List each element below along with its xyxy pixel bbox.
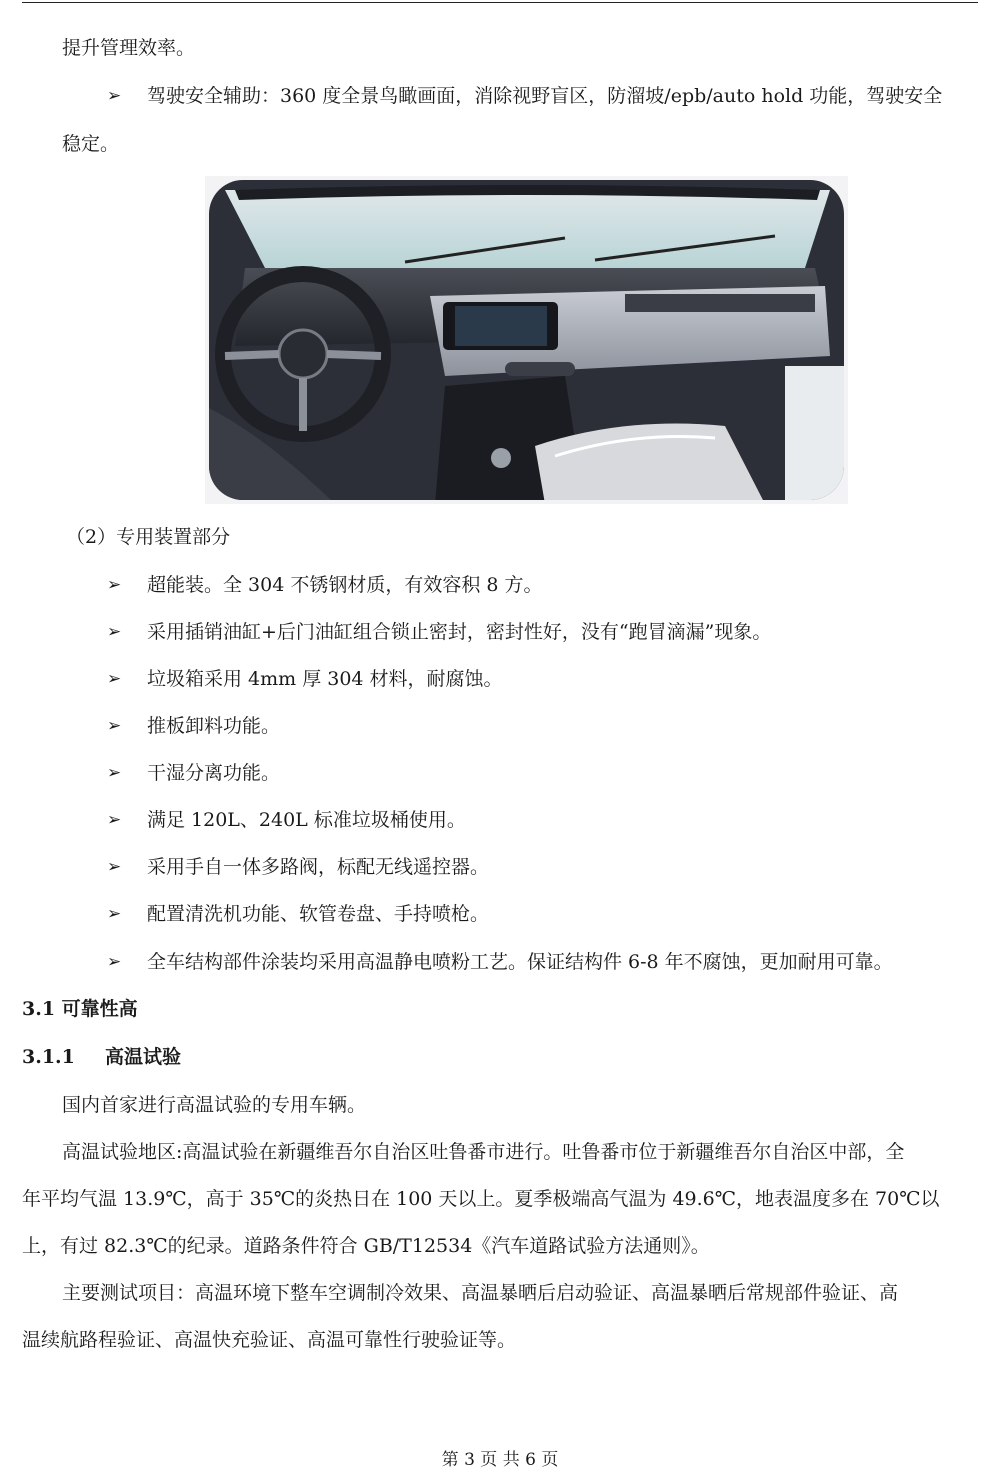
bullet-arrow-icon: ➢ xyxy=(107,952,122,972)
section-2-heading: （2）专用装置部分 xyxy=(66,526,231,548)
subsection-number: 3.1.1 xyxy=(22,1046,75,1068)
list-item: 推板卸料功能。 xyxy=(147,715,281,737)
list-item: 超能装。全 304 不锈钢材质，有效容积 8 方。 xyxy=(147,574,543,596)
header-rule xyxy=(22,2,978,3)
bullet-arrow-icon: ➢ xyxy=(107,904,122,924)
list-item: 配置清洗机功能、软管卷盘、手持喷枪。 xyxy=(147,903,490,925)
bullet-arrow-icon: ➢ xyxy=(107,763,122,783)
paragraph-line: 主要测试项目：高温环境下整车空调制冷效果、高温暴晒后启动验证、高温暴晒后常规部件验证、高 xyxy=(62,1282,899,1304)
bullet-driving-safety: 驾驶安全辅助：360 度全景鸟瞰画面，消除视野盲区，防溜坡/epb/auto hold 功能，驾驶安全 xyxy=(147,85,943,107)
subsection-title: 高温试验 xyxy=(105,1046,182,1068)
bullet-arrow-icon: ➢ xyxy=(107,575,122,595)
paragraph-line: 高温试验地区:高温试验在新疆维吾尔自治区吐鲁番市进行。吐鲁番市位于新疆维吾尔自治区中部，全 xyxy=(62,1141,905,1163)
page-footer: 第 3 页 共 6 页 xyxy=(441,1450,559,1470)
list-item: 垃圾箱采用 4mm 厚 304 材料，耐腐蚀。 xyxy=(147,668,503,690)
cab-interior-photo xyxy=(205,176,848,504)
bullet-arrow-icon: ➢ xyxy=(107,86,122,106)
list-item: 全车结构部件涂装均采用高温静电喷粉工艺。保证结构件 6-8 年不腐蚀，更加耐用可靠。 xyxy=(147,951,893,973)
paragraph-line: 温续航路程验证、高温快充验证、高温可靠性行驶验证等。 xyxy=(22,1329,517,1351)
list-item: 采用手自一体多路阀，标配无线遥控器。 xyxy=(147,856,490,878)
bullet-arrow-icon: ➢ xyxy=(107,716,122,736)
paragraph-line: 年平均气温 13.9℃，高于 35℃的炎热日在 100 天以上。夏季极端高气温为 49.6℃，地表温度多在 70℃以 xyxy=(22,1188,940,1210)
paragraph: 国内首家进行高温试验的专用车辆。 xyxy=(62,1094,367,1116)
bullet-driving-safety-cont: 稳定。 xyxy=(62,133,120,155)
list-item: 采用插销油缸+后门油缸组合锁止密封，密封性好，没有“跑冒滴漏”现象。 xyxy=(147,621,772,643)
list-item: 干湿分离功能。 xyxy=(147,762,281,784)
section-3-1-heading: 3.1 可靠性高 xyxy=(22,998,138,1020)
intro-line: 提升管理效率。 xyxy=(62,37,196,59)
bullet-arrow-icon: ➢ xyxy=(107,810,122,830)
bullet-arrow-icon: ➢ xyxy=(107,669,122,689)
bullet-arrow-icon: ➢ xyxy=(107,622,122,642)
list-item: 满足 120L、240L 标准垃圾桶使用。 xyxy=(147,809,466,831)
paragraph-line: 上，有过 82.3℃的纪录。道路条件符合 GB/T12534《汽车道路试验方法通则》。 xyxy=(22,1235,710,1257)
bullet-arrow-icon: ➢ xyxy=(107,857,122,877)
